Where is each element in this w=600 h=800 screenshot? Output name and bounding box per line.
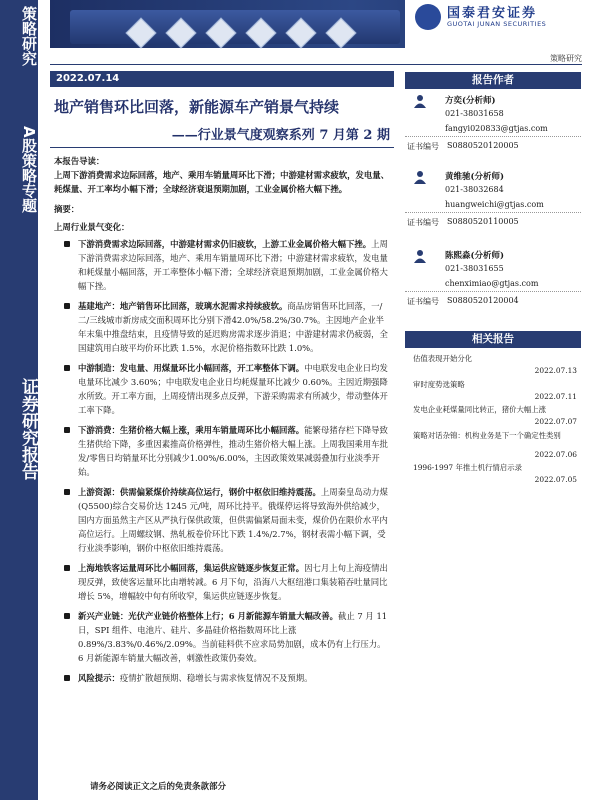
analyst-phone: 021-38032684 [445,185,504,194]
sidebar-middle-label: A股策略专题 [20,126,38,213]
related-report-item[interactable] [405,463,581,487]
analyst-card [405,249,581,309]
divider [405,136,581,137]
analyst-email[interactable]: huangweichi@gtjas.com [445,200,544,209]
logo-en-text: GUOTAI JUNAN SECURITIES [447,20,547,28]
disclaimer-footer: 请务必阅读正文之后的免责条款部分 [90,782,227,792]
analyst-phone: 021-38031658 [445,109,504,118]
gem-decoration [205,17,236,48]
report-subtitle: ——行业景气度观察系列 7 月第 2 期 [171,128,390,143]
related-report-date: 2022.07.06 [534,450,577,459]
bullet-text: 因七月上旬上海疫情出现反弹，致使客运量环比由增转减。6 月下旬，沿海八大枢纽港口集装箱吞吐量同比增长 5%，增幅较中旬有所收窄，集运供应链逐步恢复。 [78,563,388,601]
cert-label: 证书编号 [407,142,439,151]
guide-text: 上周下游消费需求边际回落，地产、乘用车销量周环比下滑；中游建材需求疲软，发电量、耗煤量、开工率均小幅下滑；全球经济衰退预期加剧，工业金属价格大幅下挫。 [54,170,389,194]
bullet-text: 截止 7 月 11 日，SPI 组件、电池片、硅片、多晶硅价格指数周环比上涨 0.89%/3.83%/0.46%/2.09%。当前硅料供不应求局势加剧，成本仍有上行压力。6 月新能源车销量大幅改善，刺激性政策仍奏效。 [78,611,388,663]
bullet-item [54,485,390,555]
bullet-item [54,299,390,355]
related-report-title[interactable]: 1996-1997 年推土机行情启示录 [413,463,522,472]
related-report-date: 2022.07.13 [534,366,577,375]
authors-header: 报告作者 [405,72,581,89]
header-rule [50,64,582,65]
person-icon [413,249,427,263]
bullet-heading: 下游消费需求边际回落，中游建材需求仍旧疲软，上游工业金属价格大幅下挫。 [78,239,372,249]
bullet-heading: 新兴产业链：光伏产业链价格整体上行；6 月新能源车销量大幅改善。 [78,611,338,621]
related-report-date: 2022.07.07 [534,417,577,426]
related-report-title[interactable]: 估值表现开始分化 [413,354,473,363]
bullet-heading: 中游制造：发电量、用煤量环比小幅回落，开工率整体下调。 [78,363,305,373]
analyst-phone: 021-38031655 [445,264,504,273]
section-label: 上周行业景气变化： [54,222,130,232]
logo-mark-icon [415,4,441,30]
cert-number: S0880520110005 [447,217,519,226]
gem-decoration [245,17,276,48]
bullet-item [54,561,390,603]
related-header: 相关报告 [405,331,581,348]
sidebar-top-label: 策略研究 [20,6,38,66]
analyst-name: 陈熙淼(分析师) [445,251,505,261]
related-report-date: 2022.07.05 [534,475,577,484]
bullet-heading: 风险提示： [78,673,120,683]
analyst-card [405,170,581,230]
related-report-date: 2022.07.11 [534,392,577,401]
report-type: 策略研究 [550,54,582,63]
banner-band [70,10,400,44]
bullet-text: 上周秦皇岛动力煤(Q5500)综合交易价达 1245 元/吨，周环比持平。俄煤停运将导致海外供给减少，国内方面虽然主产区从严执行保供政策，但供需偏紧局面未变，煤价仍在限价水平内高位运行。上周螺纹钢、热轧板卷价环比下跌 1.4%/2.7%，钢材表需小幅下调，受行业淡季影响，钢价中枢依旧维持震荡。 [78,487,388,553]
bullet-item [54,361,390,417]
bullet-heading: 基建地产：地产销售环比回落，玻璃水泥需求持续疲软。 [78,301,288,311]
bullet-item [54,609,390,665]
cert-label: 证书编号 [407,297,439,306]
related-report-item[interactable] [405,380,581,404]
cert-label: 证书编号 [407,218,439,227]
divider [405,291,581,292]
guide-label: 本报告导读： [54,156,105,166]
bullet-text: 中电联发电企业日均发电量环比减少 3.60%；中电联发电企业日均耗煤量环比减少 0.60%。主因近期强降水所致。开工率方面，上周疫情出现多点反弹，下游采购需求有所减少，带动整体开工率下降。 [78,363,388,415]
logo-cn-text: 国泰君安证券 [447,6,538,21]
related-report-title[interactable]: 审时度势选策略 [413,380,465,389]
bullet-item [54,423,390,479]
bullet-text: 能繁母猪存栏下降导致生猪供给下降，多重因素推高价格弹性，推动生猪价格大幅上涨。上周我国乘用车批发/零售日均销量环比分别减少1.00%/6.00%，主因政策效果减弱叠加行业淡季开始。 [78,425,388,477]
company-logo [405,0,600,48]
gem-decoration [285,17,316,48]
related-report-item[interactable] [405,405,581,429]
abstract-label: 摘要： [54,204,80,214]
title-rule [50,147,394,148]
cert-number: S0880520120005 [447,141,519,150]
bullet-heading: 上海地铁客运量周环比小幅回落，集运供应链逐步恢复正常。 [78,563,305,573]
related-report-item[interactable] [405,354,581,378]
related-report-item[interactable] [405,431,581,461]
bullet-item [54,237,390,293]
bullet-text: 疫情扩散超预期、稳增长与需求恢复情况不及预期。 [119,673,313,683]
bullet-heading: 下游消费：生猪价格大幅上涨，乘用车销量周环比小幅回落。 [78,425,305,435]
person-icon [413,94,427,108]
bullet-text: 上周下游消费需求边际回落，地产、乘用车销量周环比下滑；中游建材需求疲软，发电量和耗煤量小幅回落，开工率整体小幅下滑；全球经济衰退预期加剧，工业金属价格大幅下挫。 [78,239,388,291]
analyst-email[interactable]: chenximiao@gtjas.com [445,279,539,288]
sidebar-bottom-label: 证券研究报告 [18,378,38,480]
bullet-item [54,671,390,685]
report-title: 地产销售环比回落，新能源车产销景气持续 [54,98,340,116]
bullet-text: 商品房销售环比回落，一/二/三线城市新房成交面积周环比分别下滑42.0%/58.2%/30.7%。主因地产企业半年末集中推盘结束，且疫情导致的延迟购房需求逐步消退；中游建材需求仍疲弱，全国建筑用白玻平均价环比跌 1.5%，水泥价格指数环比跌 1.0%。 [78,301,388,353]
related-report-title[interactable]: 策略对话杂锦：机构业务是下一个确定性类别 [413,431,561,440]
analyst-name: 黄维驰(分析师) [445,172,505,182]
header-banner [50,0,600,48]
person-icon [413,170,427,184]
divider [405,212,581,213]
bullet-heading: 上游资源：供需偏紧煤价持续高位运行，钢价中枢依旧维持震荡。 [78,487,321,497]
analyst-name: 方奕(分析师) [445,96,496,106]
gem-decoration [325,17,356,48]
left-sidebar [0,0,38,800]
main-content [54,154,390,691]
cert-number: S0880520120004 [447,296,519,305]
gem-decoration [125,17,156,48]
analyst-card [405,94,581,154]
gem-decoration [165,17,196,48]
analyst-email[interactable]: fangyi020833@gtjas.com [445,124,548,133]
related-report-title[interactable]: 发电企业耗煤量同比转正，猪价大幅上涨 [413,405,547,414]
report-date: 2022.07.14 [50,71,394,87]
